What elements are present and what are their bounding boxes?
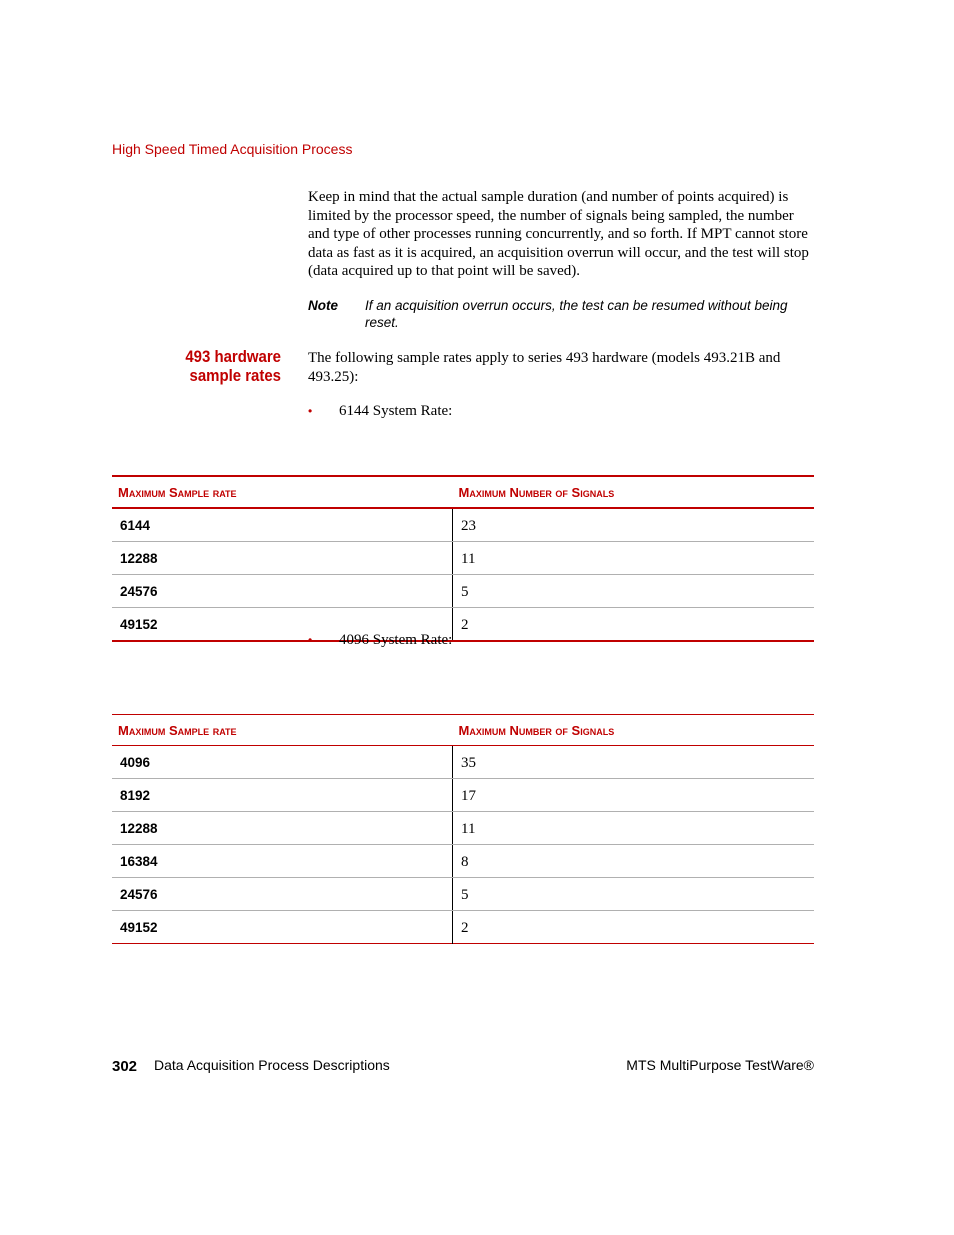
rates-table-6144 bbox=[112, 475, 814, 642]
signals-cell: 35 bbox=[453, 746, 815, 779]
sample-rate-cell: 49152 bbox=[112, 608, 453, 642]
table-row bbox=[112, 911, 814, 944]
note-label: Note bbox=[308, 298, 338, 313]
footer-product-name: MTS MultiPurpose TestWare® bbox=[626, 1057, 814, 1073]
table-row bbox=[112, 878, 814, 911]
signals-cell: 8 bbox=[453, 845, 815, 878]
signals-cell: 11 bbox=[453, 812, 815, 845]
rates-table-4096 bbox=[112, 714, 814, 944]
column-header-sample-rate: Maximum Sample rate bbox=[112, 715, 453, 746]
intro-paragraph: Keep in mind that the actual sample duration (and number of points acquired) is limited by the processor speed, the number of signals being sampled, the number and type of other processes running concurrently, and so forth. If MPT cannot store data as fast as it is acquired, an acquisition overrun will occur, and the test will stop (data acquired up to that point will be saved). bbox=[308, 189, 809, 279]
sample-rate-cell: 4096 bbox=[112, 746, 453, 779]
sample-rate-cell: 24576 bbox=[112, 878, 453, 911]
table-row bbox=[112, 845, 814, 878]
sample-rate-cell: 8192 bbox=[112, 779, 453, 812]
column-header-signals: Maximum Number of Signals bbox=[453, 476, 815, 508]
footer-section-title: Data Acquisition Process Descriptions bbox=[154, 1057, 390, 1073]
table-row bbox=[112, 812, 814, 845]
running-header: High Speed Timed Acquisition Process bbox=[112, 141, 353, 157]
signals-cell: 2 bbox=[461, 616, 469, 633]
bullet-icon: • bbox=[308, 633, 313, 647]
section-heading: 493 hardware sample rates bbox=[185, 347, 281, 385]
table-row bbox=[112, 608, 814, 642]
table-header-row bbox=[112, 476, 814, 508]
signals-cell: 23 bbox=[453, 508, 815, 542]
bullet-text: 4096 System Rate: bbox=[339, 632, 453, 648]
sample-rate-cell: 6144 bbox=[112, 508, 453, 542]
sample-rate-cell: 12288 bbox=[112, 812, 453, 845]
bullet-icon: • bbox=[308, 404, 313, 418]
column-header-signals: Maximum Number of Signals bbox=[453, 715, 815, 746]
table-row bbox=[112, 508, 814, 542]
signals-cell: 5 bbox=[453, 878, 815, 911]
bullet-text: 6144 System Rate: bbox=[339, 403, 453, 419]
table-row bbox=[112, 575, 814, 608]
page-number: 302 bbox=[112, 1058, 138, 1075]
signals-cell: 2 bbox=[461, 919, 469, 936]
section-paragraph: The following sample rates apply to series 493 hardware (models 493.21B and 493.25): bbox=[308, 350, 781, 385]
column-header-sample-rate: Maximum Sample rate bbox=[112, 476, 453, 508]
table-row bbox=[112, 779, 814, 812]
signals-cell: 5 bbox=[453, 575, 815, 608]
table-row bbox=[112, 542, 814, 575]
sample-rate-cell: 12288 bbox=[112, 542, 453, 575]
table-header-row bbox=[112, 715, 814, 746]
sample-rate-cell: 49152 bbox=[112, 911, 453, 944]
sample-rate-cell: 16384 bbox=[112, 845, 453, 878]
signals-cell: 11 bbox=[453, 542, 815, 575]
signals-cell: 17 bbox=[453, 779, 815, 812]
sample-rate-cell: 24576 bbox=[112, 575, 453, 608]
note-text: If an acquisition overrun occurs, the test can be resumed without being reset. bbox=[365, 298, 788, 330]
table-row bbox=[112, 746, 814, 779]
